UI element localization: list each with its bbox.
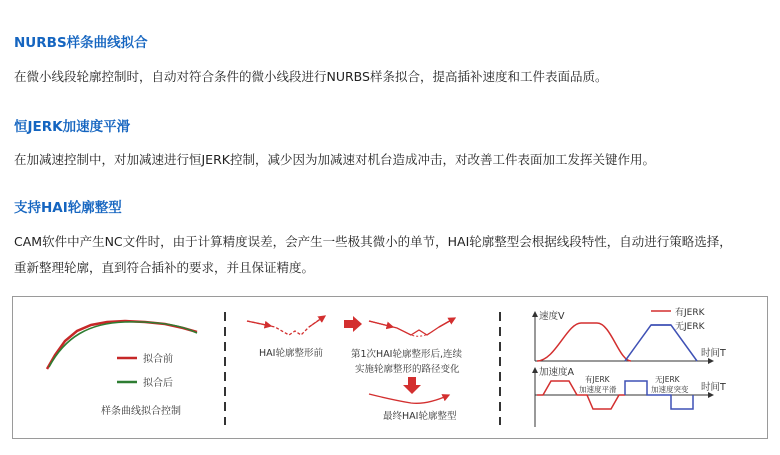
time-axis-label-top: 时间T — [701, 348, 726, 359]
time-axis-label-bottom: 时间T — [701, 382, 726, 393]
path-first-shaping — [369, 319, 453, 335]
section-body-nurbs: 在微小线段轮廓控制时，自动对符合条件的微小线段进行NURBS样条拟合，提高插补速度和工件表面品质。 — [14, 69, 608, 84]
legend-before-label: 拟合前 — [143, 354, 173, 365]
figure-svg — [13, 297, 769, 440]
section-title-jerk: 恒JERK加速度平滑 — [14, 119, 131, 135]
panel-hai-shaping — [247, 316, 463, 422]
label-before-shaping: HAI轮廓整形前 — [259, 348, 323, 359]
path-final-shaping — [369, 394, 449, 403]
label-final-shaping: 最终HAI轮廓整型 — [383, 411, 457, 422]
arrow-before-in — [247, 321, 271, 326]
label-first-shaping-line1: 第1次HAI轮廓整形后,连续 — [351, 349, 463, 360]
arrow-first-in — [369, 321, 393, 327]
curve-after-fitting — [49, 322, 197, 367]
legend-with-jerk-label: 有JERK — [675, 308, 705, 318]
section-body-hai-line1: CAM软件中产生NC文件时，由于计算精度误差，会产生一些极其微小的单节，HAI轮廓整型会根据线段特性，自动进行策略选择， — [14, 234, 732, 249]
panel-spline-fitting — [47, 321, 197, 417]
section-body-jerk: 在加减速控制中，对加减速进行恒JERK控制，减少因为加减速对机台造成冲击，对改善工件表面加工发挥关键作用。 — [14, 152, 655, 167]
process-arrow-right — [344, 316, 362, 332]
accel-axis-label: 加速度A — [539, 367, 574, 378]
legend-after-label: 拟合后 — [143, 378, 173, 389]
speed-axis-label: 速度V — [539, 311, 565, 322]
arrow-before-out — [309, 316, 325, 327]
velocity-curve-with-jerk — [537, 323, 631, 361]
section-title-hai: 支持HAI轮廓整型 — [14, 200, 122, 216]
label-first-shaping-line2: 实施轮廓整形的路径变化 — [355, 364, 460, 375]
section-title-nurbs: NURBS样条曲线拟合 — [14, 35, 148, 51]
curve-before-fitting — [47, 321, 197, 369]
legend-without-jerk-label: 无JERK — [675, 322, 705, 332]
note-with-jerk-line2: 加速度平滑 — [579, 385, 617, 394]
note-without-jerk-line1: 无JERK — [655, 375, 680, 384]
spline-caption: 样条曲线拟合控制 — [101, 406, 181, 417]
section-body-hai-line2: 重新整理轮廓，直到符合插补的要求，并且保证精度。 — [14, 260, 315, 275]
arrow-first-out — [439, 318, 455, 327]
process-arrow-down — [403, 377, 421, 394]
feature-figure — [12, 296, 768, 439]
panel-jerk-profile — [535, 306, 726, 427]
note-without-jerk-line2: 加速度突变 — [651, 385, 689, 394]
note-with-jerk-line1: 有JERK — [585, 375, 610, 384]
